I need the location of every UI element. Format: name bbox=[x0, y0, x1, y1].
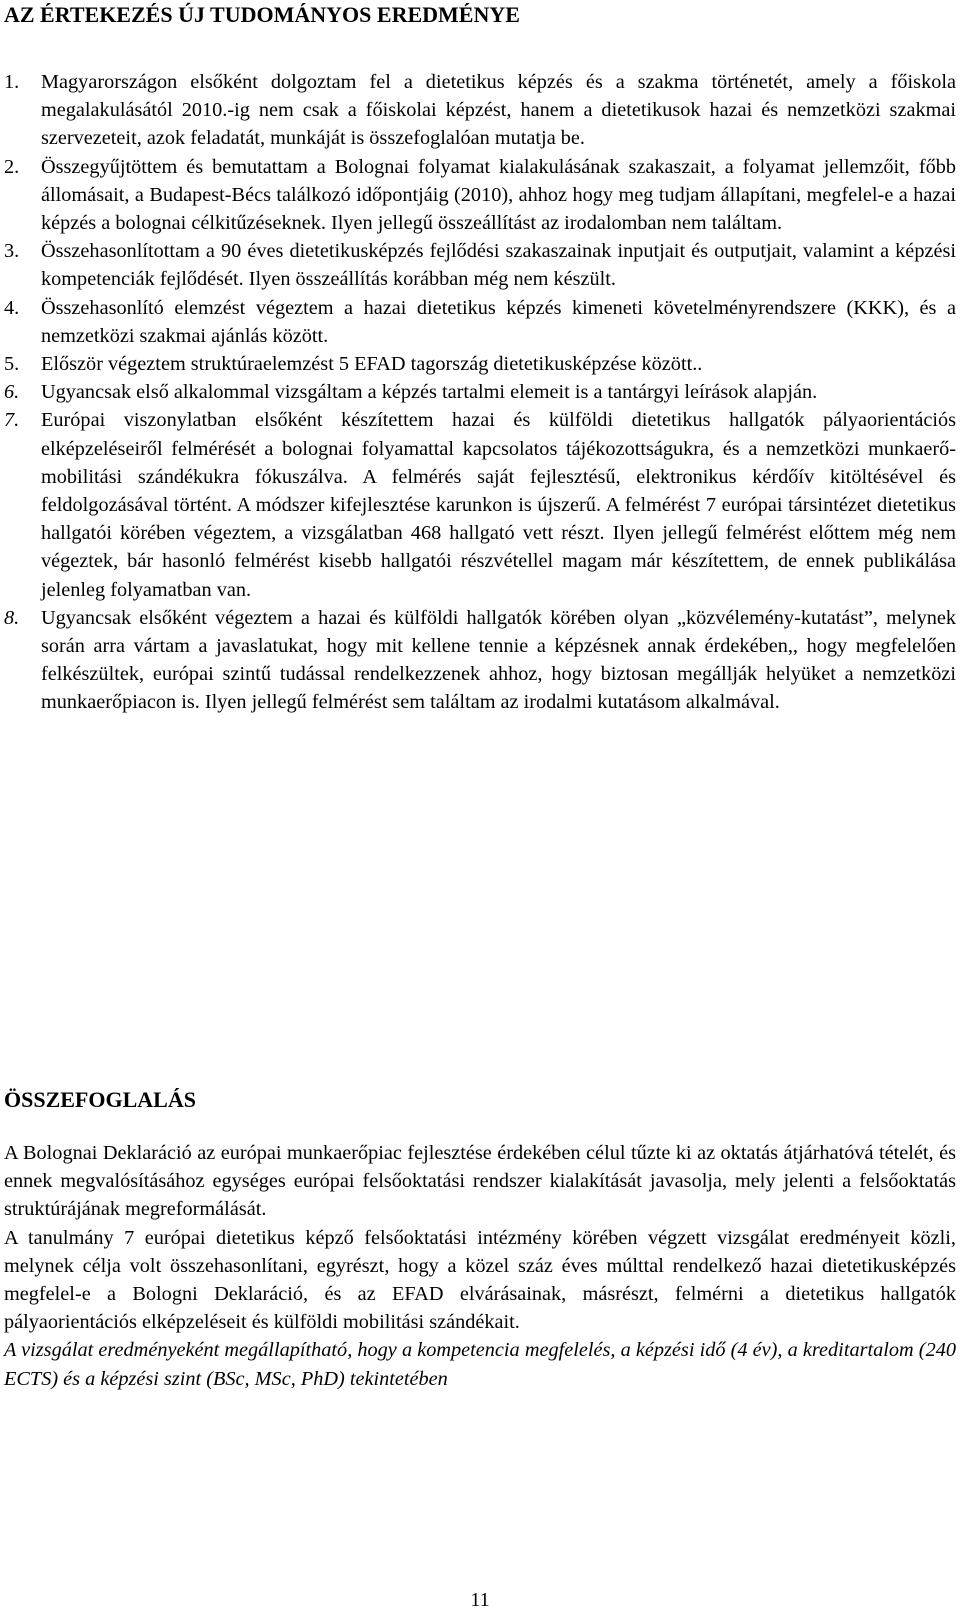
summary-paragraph: A Bolognai Deklaráció az európai munkaerőpiac fejlesztése érdekében célul tűzte ki az oktatás átjárhatóvá tételét, és ennek megvalósításához egységes európai felsőoktatási rendszer kialakítását javasolja, mely jelenti a felsőoktatás struktúrájának megreformálását. bbox=[4, 1142, 956, 1221]
list-item bbox=[4, 294, 956, 350]
item-number: 7. bbox=[4, 409, 20, 432]
item-number: 6. bbox=[4, 381, 20, 404]
list-item bbox=[4, 350, 956, 378]
item-number: 3. bbox=[4, 240, 20, 263]
item-text: Magyarországon elsőként dolgoztam fel a dietetikus képzés és a szakma történetét, amely a főiskola megalakulásától 2010.-ig nem csak a főiskolai képzést, hanem a dietetikusok hazai és nemzetközi szakmai szervezeteit, azok feladatát, munkáját is összefoglalóan mutatja be. bbox=[41, 71, 956, 150]
results-list bbox=[4, 68, 956, 717]
item-number: 8. bbox=[4, 606, 20, 629]
list-item bbox=[4, 153, 956, 238]
summary-paragraph: A tanulmány 7 európai dietetikus képző felsőoktatási intézmény körében végzett vizsgálat eredményeit közli, melynek célja volt összehasonlítani, egyrészt, hogy a közel száz éves múlttal rendelkező hazai dietetikusképzés megfelel-e a Bologni Deklaráció, és az EFAD elvárásainak, másrészt, felmérni a dietetikus hallgatók pályaorientációs elképzeléseit és külföldi mobilitási szándékait. bbox=[4, 1226, 956, 1334]
item-number: 1. bbox=[4, 71, 20, 93]
page-number: 11 bbox=[470, 1589, 490, 1611]
item-text: Először végeztem struktúraelemzést 5 EFAD tagország dietetikusképzése között.. bbox=[41, 353, 703, 376]
item-number: 2. bbox=[4, 155, 20, 178]
list-item bbox=[4, 378, 956, 406]
item-text: Ugyancsak elsőként végeztem a hazai és külföldi hallgatók körében olyan „közvélemény-kutatást”, melynek során arra vártam a javaslatukat, hogy mit kellene tennie a képzésnek annak érdekében,, hogy megfelelően felkészültek, európai szintű tudással rendelkezzenek ahhoz, hogy biztosan megállják helyüket a nemzetközi munkaerőpiacon is. Ilyen jellegű felmérést sem találtam az irodalmi kutatásom alkalmával. bbox=[41, 606, 956, 714]
item-text: Összehasonlító elemzést végeztem a hazai dietetikus képzés kimeneti követelményrendszere (KKK), és a nemzetközi szakmai ajánlás között. bbox=[41, 296, 956, 347]
item-text: Összegyűjtöttem és bemutattam a Bolognai folyamat kialakulásának szakaszait, a folyamat jellemzőit, főbb állomásait, a Budapest-Bécs találkozó időpontjáig (2010), ahhoz hogy meg tudjam állapítani, megfelel-e a hazai képzés a bolognai célkitűzéseknek. Ilyen jellegű összeállítást az irodalomban nem találtam. bbox=[41, 155, 956, 235]
list-item bbox=[4, 68, 956, 153]
item-text: Ugyancsak első alkalommal vizsgáltam a képzés tartalmi elemeit is a tantárgyi leírások alapján. bbox=[41, 381, 818, 404]
item-text: Összehasonlítottam a 90 éves dietetikusképzés fejlődési szakaszainak inputjait és outputjait, valamint a képzési kompetenciák fejlődését. Ilyen összeállítás korábban még nem készült. bbox=[41, 240, 956, 291]
summary-body bbox=[4, 1139, 956, 1393]
item-text: Európai viszonylatban elsőként készítettem hazai és külföldi dietetikus hallgatók pályaorientációs elképzeléseiről felmérését a bolognai folyamattal kapcsolatos tájékozottságukra, és a nemzetközi munkaerő-mobilitási szándékukra fókuszálva. A felmérés saját fejlesztésű, elektronikus kérdőív kitöltésével és feldolgozásával történt. A módszer kifejlesztése karunkon is újszerű. A felmérést 7 európai társintézet dietetikus hallgatói körében végeztem, a vizsgálatban 468 hallgató vett részt. Ilyen jellegű felmérést előttem még nem végeztek, bár hasonló felmérést kisebb hallgatói részvétellel magam már készítettem, de ennek publikálása jelenleg folyamatban van. bbox=[41, 409, 956, 601]
list-item bbox=[4, 604, 956, 717]
list-item bbox=[4, 406, 956, 603]
section-heading-results: AZ ÉRTEKEZÉS ÚJ TUDOMÁNYOS EREDMÉNYE bbox=[4, 2, 520, 27]
list-item bbox=[4, 237, 956, 293]
summary-paragraph-italic: A vizsgálat eredményeként megállapítható, hogy a kompetencia megfelelés, a képzési idő (4 év), a kreditartalom (240 ECTS) és a képzési szint (BSc, MSc, PhD) tekintetében bbox=[4, 1339, 956, 1390]
item-number: 4. bbox=[4, 296, 20, 319]
item-number: 5. bbox=[4, 353, 20, 376]
section-heading-summary: ÖSSZEFOGLALÁS bbox=[4, 1087, 196, 1112]
